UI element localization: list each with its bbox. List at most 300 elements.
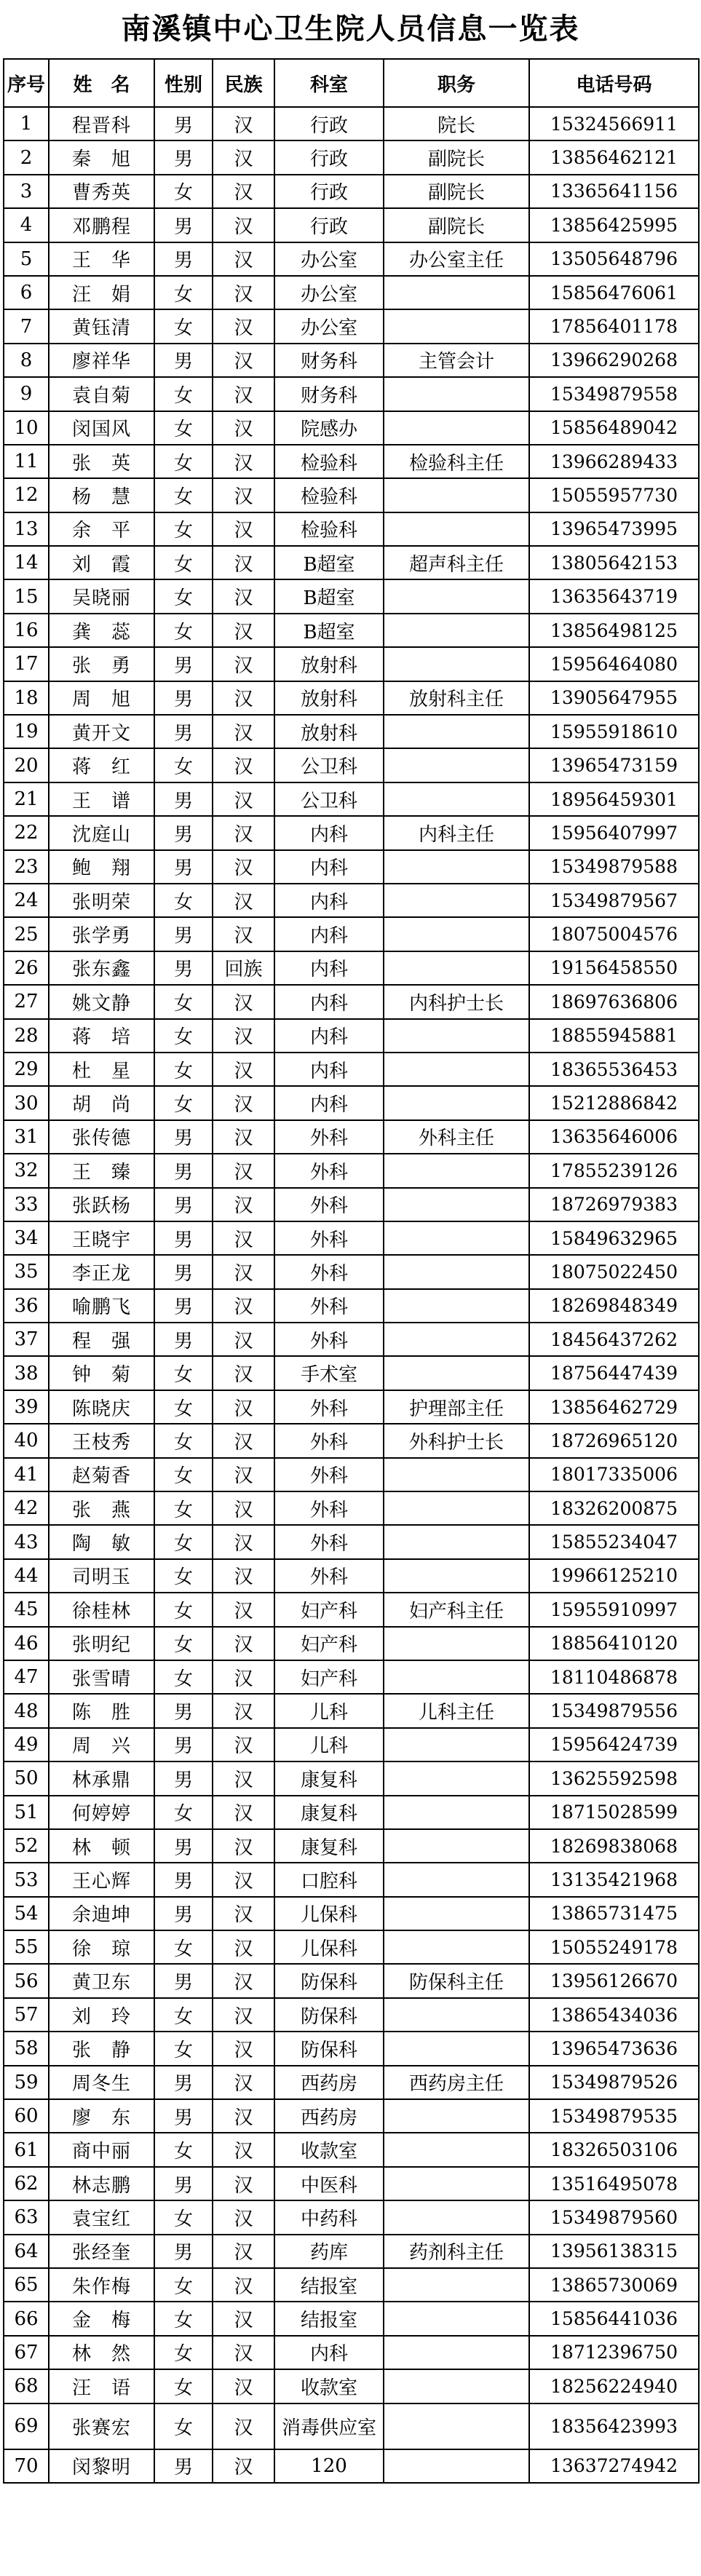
cell-name: 林 顿 bbox=[49, 1829, 154, 1863]
table-row bbox=[4, 1289, 699, 1323]
cell-name: 刘 玲 bbox=[49, 1998, 154, 2032]
cell-seq: 43 bbox=[4, 1525, 49, 1558]
cell-ethnicity: 汉 bbox=[213, 208, 274, 242]
cell-seq: 27 bbox=[4, 985, 49, 1018]
cell-seq: 67 bbox=[4, 2336, 49, 2369]
table-row bbox=[4, 614, 699, 647]
cell-ethnicity: 汉 bbox=[213, 1863, 274, 1896]
cell-phone: 15349879588 bbox=[529, 850, 699, 884]
cell-ethnicity: 汉 bbox=[213, 1525, 274, 1558]
cell-gender: 男 bbox=[154, 1897, 213, 1930]
table-row bbox=[4, 2449, 699, 2483]
cell-position: 妇产科主任 bbox=[384, 1593, 529, 1626]
cell-name: 姚文静 bbox=[49, 985, 154, 1018]
table-row bbox=[4, 1930, 699, 1964]
cell-ethnicity: 汉 bbox=[213, 681, 274, 715]
cell-position bbox=[384, 1458, 529, 1491]
cell-department: 办公室 bbox=[274, 242, 384, 276]
cell-phone: 18365536453 bbox=[529, 1053, 699, 1086]
cell-gender: 男 bbox=[154, 715, 213, 748]
cell-name: 曹秀英 bbox=[49, 175, 154, 208]
cell-name: 张跃杨 bbox=[49, 1188, 154, 1221]
cell-seq: 62 bbox=[4, 2167, 49, 2200]
table-row bbox=[4, 140, 699, 174]
cell-ethnicity: 汉 bbox=[213, 2403, 274, 2449]
cell-department: 妇产科 bbox=[274, 1593, 384, 1626]
cell-position bbox=[384, 1829, 529, 1863]
table-row bbox=[4, 850, 699, 884]
cell-gender: 女 bbox=[154, 1424, 213, 1457]
cell-ethnicity: 汉 bbox=[213, 1930, 274, 1964]
cell-gender: 男 bbox=[154, 1289, 213, 1323]
cell-department: 财务科 bbox=[274, 377, 384, 411]
cell-ethnicity: 汉 bbox=[213, 1998, 274, 2032]
cell-department: 内科 bbox=[274, 951, 384, 985]
cell-department: 外科 bbox=[274, 1491, 384, 1525]
cell-seq: 21 bbox=[4, 782, 49, 816]
cell-position bbox=[384, 1019, 529, 1053]
cell-phone: 15856441036 bbox=[529, 2302, 699, 2335]
cell-gender: 女 bbox=[154, 2369, 213, 2403]
cell-name: 胡 尚 bbox=[49, 1086, 154, 1119]
cell-position bbox=[384, 579, 529, 613]
cell-name: 闵黎明 bbox=[49, 2449, 154, 2483]
cell-name: 喻鹏飞 bbox=[49, 1289, 154, 1323]
cell-seq: 63 bbox=[4, 2200, 49, 2234]
cell-department: 外科 bbox=[274, 1559, 384, 1593]
cell-position bbox=[384, 2449, 529, 2483]
cell-name: 廖祥华 bbox=[49, 344, 154, 377]
cell-position: 内科护士长 bbox=[384, 985, 529, 1018]
cell-ethnicity: 汉 bbox=[213, 850, 274, 884]
cell-position bbox=[384, 614, 529, 647]
cell-department: 外科 bbox=[274, 1255, 384, 1288]
cell-ethnicity: 汉 bbox=[213, 478, 274, 512]
cell-phone: 15956464080 bbox=[529, 647, 699, 681]
table-row bbox=[4, 1559, 699, 1593]
cell-department: 防保科 bbox=[274, 2032, 384, 2065]
cell-seq: 48 bbox=[4, 1694, 49, 1727]
cell-phone: 15955918610 bbox=[529, 715, 699, 748]
cell-ethnicity: 汉 bbox=[213, 2449, 274, 2483]
cell-seq: 41 bbox=[4, 1458, 49, 1491]
cell-ethnicity: 汉 bbox=[213, 2032, 274, 2065]
table-row bbox=[4, 1154, 699, 1187]
cell-ethnicity: 汉 bbox=[213, 1053, 274, 1086]
cell-position: 西药房主任 bbox=[384, 2066, 529, 2099]
cell-phone: 13965473159 bbox=[529, 748, 699, 782]
cell-seq: 69 bbox=[4, 2403, 49, 2449]
table-row bbox=[4, 715, 699, 748]
cell-name: 张明纪 bbox=[49, 1627, 154, 1660]
cell-position bbox=[384, 309, 529, 343]
page-title: 南溪镇中心卫生院人员信息一览表 bbox=[121, 12, 580, 46]
cell-phone: 13966290268 bbox=[529, 344, 699, 377]
cell-ethnicity: 汉 bbox=[213, 2066, 274, 2099]
cell-ethnicity: 汉 bbox=[213, 2235, 274, 2268]
cell-position: 院长 bbox=[384, 107, 529, 140]
table-row bbox=[4, 647, 699, 681]
cell-position bbox=[384, 1728, 529, 1761]
cell-name: 黄卫东 bbox=[49, 1964, 154, 1997]
cell-ethnicity: 汉 bbox=[213, 985, 274, 1018]
cell-phone: 19966125210 bbox=[529, 1559, 699, 1593]
cell-seq: 30 bbox=[4, 1086, 49, 1119]
cell-ethnicity: 汉 bbox=[213, 2167, 274, 2200]
cell-seq: 29 bbox=[4, 1053, 49, 1086]
cell-gender: 男 bbox=[154, 1829, 213, 1863]
cell-name: 汪 娟 bbox=[49, 276, 154, 309]
cell-position bbox=[384, 1761, 529, 1795]
cell-ethnicity: 汉 bbox=[213, 884, 274, 917]
cell-department: 手术室 bbox=[274, 1356, 384, 1390]
table-row bbox=[4, 884, 699, 917]
table-row bbox=[4, 344, 699, 377]
cell-department: B超室 bbox=[274, 614, 384, 647]
table-row bbox=[4, 175, 699, 208]
table-row bbox=[4, 1053, 699, 1086]
cell-seq: 42 bbox=[4, 1491, 49, 1525]
cell-department: 行政 bbox=[274, 140, 384, 174]
cell-name: 周 兴 bbox=[49, 1728, 154, 1761]
cell-position: 副院长 bbox=[384, 208, 529, 242]
cell-department: 防保科 bbox=[274, 1964, 384, 1997]
cell-position: 超声科主任 bbox=[384, 546, 529, 579]
cell-position bbox=[384, 1525, 529, 1558]
cell-ethnicity: 汉 bbox=[213, 2369, 274, 2403]
cell-phone: 18456437262 bbox=[529, 1323, 699, 1356]
cell-seq: 8 bbox=[4, 344, 49, 377]
cell-gender: 男 bbox=[154, 344, 213, 377]
cell-department: 收款室 bbox=[274, 2369, 384, 2403]
cell-position bbox=[384, 1660, 529, 1694]
table-row bbox=[4, 1796, 699, 1829]
cell-name: 杜 星 bbox=[49, 1053, 154, 1086]
cell-position bbox=[384, 2268, 529, 2302]
cell-gender: 女 bbox=[154, 1019, 213, 1053]
cell-gender: 女 bbox=[154, 276, 213, 309]
cell-phone: 15956407997 bbox=[529, 816, 699, 849]
cell-department: 结报室 bbox=[274, 2268, 384, 2302]
staff-table bbox=[3, 58, 700, 2484]
cell-seq: 61 bbox=[4, 2133, 49, 2166]
cell-name: 林志鹏 bbox=[49, 2167, 154, 2200]
table-row bbox=[4, 478, 699, 512]
table-row bbox=[4, 1863, 699, 1896]
table-body bbox=[4, 107, 699, 2483]
cell-seq: 38 bbox=[4, 1356, 49, 1390]
cell-seq: 56 bbox=[4, 1964, 49, 1997]
cell-phone: 18856410120 bbox=[529, 1627, 699, 1660]
cell-seq: 40 bbox=[4, 1424, 49, 1457]
table-row bbox=[4, 1323, 699, 1356]
cell-ethnicity: 汉 bbox=[213, 377, 274, 411]
cell-seq: 5 bbox=[4, 242, 49, 276]
cell-position: 内科主任 bbox=[384, 816, 529, 849]
cell-ethnicity: 汉 bbox=[213, 1086, 274, 1119]
table-row bbox=[4, 2200, 699, 2234]
cell-phone: 15349879567 bbox=[529, 884, 699, 917]
cell-seq: 47 bbox=[4, 1660, 49, 1694]
cell-position bbox=[384, 478, 529, 512]
cell-department: 康复科 bbox=[274, 1761, 384, 1795]
cell-seq: 22 bbox=[4, 816, 49, 849]
cell-department: 外科 bbox=[274, 1221, 384, 1255]
cell-phone: 18110486878 bbox=[529, 1660, 699, 1694]
table-row bbox=[4, 2235, 699, 2268]
table-row bbox=[4, 1255, 699, 1288]
table-row bbox=[4, 2302, 699, 2335]
cell-phone: 13856462121 bbox=[529, 140, 699, 174]
cell-seq: 32 bbox=[4, 1154, 49, 1187]
cell-department: 防保科 bbox=[274, 1998, 384, 2032]
cell-department: 儿科 bbox=[274, 1694, 384, 1727]
cell-seq: 39 bbox=[4, 1390, 49, 1424]
cell-department: 内科 bbox=[274, 985, 384, 1018]
cell-phone: 13856462729 bbox=[529, 1390, 699, 1424]
cell-department: 内科 bbox=[274, 884, 384, 917]
cell-position bbox=[384, 748, 529, 782]
cell-seq: 53 bbox=[4, 1863, 49, 1896]
cell-gender: 男 bbox=[154, 1323, 213, 1356]
cell-seq: 10 bbox=[4, 411, 49, 445]
cell-seq: 17 bbox=[4, 647, 49, 681]
cell-name: 司明玉 bbox=[49, 1559, 154, 1593]
cell-ethnicity: 汉 bbox=[213, 715, 274, 748]
cell-name: 王 华 bbox=[49, 242, 154, 276]
cell-name: 袁宝红 bbox=[49, 2200, 154, 2234]
cell-name: 陈晓庆 bbox=[49, 1390, 154, 1424]
cell-gender: 男 bbox=[154, 782, 213, 816]
cell-phone: 13966289433 bbox=[529, 445, 699, 478]
cell-ethnicity: 汉 bbox=[213, 1796, 274, 1829]
cell-gender: 女 bbox=[154, 2133, 213, 2166]
cell-position bbox=[384, 1796, 529, 1829]
cell-phone: 13956126670 bbox=[529, 1964, 699, 1997]
cell-gender: 男 bbox=[154, 850, 213, 884]
cell-department: 公卫科 bbox=[274, 782, 384, 816]
cell-ethnicity: 汉 bbox=[213, 1761, 274, 1795]
cell-department: 康复科 bbox=[274, 1829, 384, 1863]
table-row bbox=[4, 445, 699, 478]
cell-department: 行政 bbox=[274, 107, 384, 140]
cell-name: 程 强 bbox=[49, 1323, 154, 1356]
cell-name: 吴晓丽 bbox=[49, 579, 154, 613]
cell-gender: 女 bbox=[154, 411, 213, 445]
cell-seq: 59 bbox=[4, 2066, 49, 2099]
cell-phone: 18075022450 bbox=[529, 1255, 699, 1288]
cell-seq: 33 bbox=[4, 1188, 49, 1221]
cell-gender: 女 bbox=[154, 985, 213, 1018]
cell-ethnicity: 汉 bbox=[213, 1188, 274, 1221]
cell-name: 张学勇 bbox=[49, 917, 154, 951]
cell-phone: 18697636806 bbox=[529, 985, 699, 1018]
cell-phone: 13516495078 bbox=[529, 2167, 699, 2200]
cell-gender: 女 bbox=[154, 1593, 213, 1626]
cell-position: 护理部主任 bbox=[384, 1390, 529, 1424]
cell-position bbox=[384, 2167, 529, 2200]
cell-position: 办公室主任 bbox=[384, 242, 529, 276]
cell-phone: 13965473995 bbox=[529, 512, 699, 546]
cell-seq: 68 bbox=[4, 2369, 49, 2403]
cell-name: 余 平 bbox=[49, 512, 154, 546]
cell-gender: 男 bbox=[154, 816, 213, 849]
table-row bbox=[4, 782, 699, 816]
cell-seq: 16 bbox=[4, 614, 49, 647]
table-row bbox=[4, 1761, 699, 1795]
cell-department: 放射科 bbox=[274, 647, 384, 681]
cell-position bbox=[384, 2200, 529, 2234]
cell-name: 王晓宇 bbox=[49, 1221, 154, 1255]
cell-seq: 9 bbox=[4, 377, 49, 411]
table-row bbox=[4, 816, 699, 849]
cell-position: 副院长 bbox=[384, 175, 529, 208]
cell-phone: 13505648796 bbox=[529, 242, 699, 276]
cell-department: 公卫科 bbox=[274, 748, 384, 782]
table-row bbox=[4, 377, 699, 411]
cell-department: 检验科 bbox=[274, 478, 384, 512]
cell-gender: 男 bbox=[154, 242, 213, 276]
cell-ethnicity: 汉 bbox=[213, 782, 274, 816]
cell-gender: 男 bbox=[154, 1964, 213, 1997]
cell-department: 口腔科 bbox=[274, 1863, 384, 1896]
cell-seq: 34 bbox=[4, 1221, 49, 1255]
cell-seq: 13 bbox=[4, 512, 49, 546]
cell-seq: 14 bbox=[4, 546, 49, 579]
cell-gender: 女 bbox=[154, 1491, 213, 1525]
cell-ethnicity: 汉 bbox=[213, 1289, 274, 1323]
cell-gender: 女 bbox=[154, 2403, 213, 2449]
cell-department: 120 bbox=[274, 2449, 384, 2483]
cell-position bbox=[384, 377, 529, 411]
header-phone: 电话号码 bbox=[529, 59, 699, 107]
cell-ethnicity: 汉 bbox=[213, 140, 274, 174]
cell-phone: 15349879526 bbox=[529, 2066, 699, 2099]
cell-department: 妇产科 bbox=[274, 1627, 384, 1660]
cell-gender: 男 bbox=[154, 2099, 213, 2133]
cell-gender: 男 bbox=[154, 1188, 213, 1221]
cell-name: 钟 菊 bbox=[49, 1356, 154, 1390]
cell-name: 张 燕 bbox=[49, 1491, 154, 1525]
cell-ethnicity: 汉 bbox=[213, 546, 274, 579]
cell-position bbox=[384, 1255, 529, 1288]
table-row bbox=[4, 1356, 699, 1390]
cell-seq: 7 bbox=[4, 309, 49, 343]
table-row bbox=[4, 1627, 699, 1660]
cell-seq: 26 bbox=[4, 951, 49, 985]
cell-gender: 女 bbox=[154, 1627, 213, 1660]
cell-ethnicity: 汉 bbox=[213, 445, 274, 478]
cell-department: 内科 bbox=[274, 850, 384, 884]
table-row bbox=[4, 1694, 699, 1727]
cell-gender: 女 bbox=[154, 2302, 213, 2335]
cell-position bbox=[384, 1221, 529, 1255]
cell-department: 办公室 bbox=[274, 309, 384, 343]
table-row bbox=[4, 2133, 699, 2166]
cell-position: 药剂科主任 bbox=[384, 2235, 529, 2268]
cell-name: 林 然 bbox=[49, 2336, 154, 2369]
cell-position: 检验科主任 bbox=[384, 445, 529, 478]
cell-gender: 女 bbox=[154, 546, 213, 579]
cell-position bbox=[384, 2302, 529, 2335]
cell-ethnicity: 汉 bbox=[213, 1964, 274, 1997]
table-row bbox=[4, 1390, 699, 1424]
cell-seq: 35 bbox=[4, 1255, 49, 1288]
cell-ethnicity: 汉 bbox=[213, 344, 274, 377]
cell-name: 刘 霞 bbox=[49, 546, 154, 579]
cell-gender: 男 bbox=[154, 1694, 213, 1727]
cell-name: 蒋 红 bbox=[49, 748, 154, 782]
cell-department: 内科 bbox=[274, 816, 384, 849]
table-row bbox=[4, 1829, 699, 1863]
cell-department: 结报室 bbox=[274, 2302, 384, 2335]
cell-name: 廖 东 bbox=[49, 2099, 154, 2133]
cell-ethnicity: 汉 bbox=[213, 816, 274, 849]
cell-phone: 13965473636 bbox=[529, 2032, 699, 2065]
cell-ethnicity: 汉 bbox=[213, 1154, 274, 1187]
cell-seq: 37 bbox=[4, 1323, 49, 1356]
table-row bbox=[4, 951, 699, 985]
cell-name: 张赛宏 bbox=[49, 2403, 154, 2449]
cell-department: 外科 bbox=[274, 1323, 384, 1356]
table-row bbox=[4, 1660, 699, 1694]
cell-gender: 女 bbox=[154, 445, 213, 478]
cell-seq: 2 bbox=[4, 140, 49, 174]
cell-phone: 15855234047 bbox=[529, 1525, 699, 1558]
cell-phone: 13635643719 bbox=[529, 579, 699, 613]
cell-name: 张传德 bbox=[49, 1120, 154, 1154]
cell-gender: 女 bbox=[154, 884, 213, 917]
table-row bbox=[4, 2369, 699, 2403]
cell-gender: 女 bbox=[154, 175, 213, 208]
cell-gender: 女 bbox=[154, 1559, 213, 1593]
table-row bbox=[4, 985, 699, 1018]
cell-name: 蒋 培 bbox=[49, 1019, 154, 1053]
cell-seq: 11 bbox=[4, 445, 49, 478]
cell-ethnicity: 汉 bbox=[213, 1694, 274, 1727]
cell-gender: 女 bbox=[154, 309, 213, 343]
cell-phone: 18756447439 bbox=[529, 1356, 699, 1390]
cell-department: 西药房 bbox=[274, 2099, 384, 2133]
cell-phone: 15324566911 bbox=[529, 107, 699, 140]
cell-ethnicity: 汉 bbox=[213, 1019, 274, 1053]
cell-name: 何婷婷 bbox=[49, 1796, 154, 1829]
cell-phone: 18256224940 bbox=[529, 2369, 699, 2403]
cell-seq: 25 bbox=[4, 917, 49, 951]
table-row bbox=[4, 208, 699, 242]
cell-seq: 55 bbox=[4, 1930, 49, 1964]
cell-department: 外科 bbox=[274, 1188, 384, 1221]
cell-name: 鲍 翔 bbox=[49, 850, 154, 884]
cell-position bbox=[384, 2369, 529, 2403]
cell-ethnicity: 回族 bbox=[213, 951, 274, 985]
cell-phone: 15955910997 bbox=[529, 1593, 699, 1626]
cell-phone: 18726979383 bbox=[529, 1188, 699, 1221]
cell-position bbox=[384, 1930, 529, 1964]
cell-name: 沈庭山 bbox=[49, 816, 154, 849]
cell-gender: 男 bbox=[154, 140, 213, 174]
cell-ethnicity: 汉 bbox=[213, 917, 274, 951]
cell-ethnicity: 汉 bbox=[213, 2302, 274, 2335]
cell-phone: 17856401178 bbox=[529, 309, 699, 343]
header-seq: 序号 bbox=[4, 59, 49, 107]
cell-position bbox=[384, 2032, 529, 2065]
cell-gender: 男 bbox=[154, 647, 213, 681]
cell-department: 康复科 bbox=[274, 1796, 384, 1829]
cell-ethnicity: 汉 bbox=[213, 2268, 274, 2302]
cell-department: 外科 bbox=[274, 1458, 384, 1491]
cell-name: 闵国风 bbox=[49, 411, 154, 445]
